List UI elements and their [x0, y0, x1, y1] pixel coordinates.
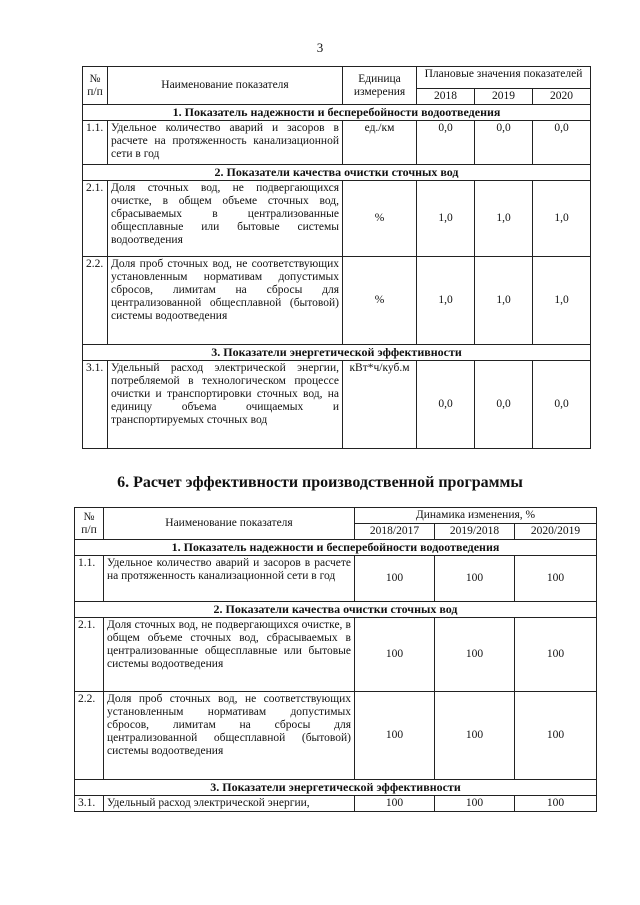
section-title: 2. Показатели качества очистки сточных вод	[83, 165, 591, 181]
row-name: Доля проб сточных вод, не соответствующих установленным нормативам допустимых сбросов, лимитам на сбросы для централизованной общесплавной (бытовой) системы водоотведения	[108, 257, 343, 345]
row-value: 100	[435, 556, 515, 602]
header-dynamics: Динамика изменения, %	[355, 508, 597, 524]
row-value: 100	[435, 692, 515, 780]
row-num: 2.2.	[75, 692, 104, 780]
header-period: 2018/2017	[355, 524, 435, 540]
row-num: 2.1.	[75, 618, 104, 692]
row-value: 0,0	[533, 361, 591, 449]
row-value: 1,0	[475, 257, 533, 345]
row-value: 100	[515, 618, 597, 692]
row-value: 1,0	[475, 181, 533, 257]
section-title: 3. Показатели энергетической эффективности	[75, 780, 597, 796]
row-num: 3.1.	[83, 361, 108, 449]
section-heading: 6. Расчет эффективности производственной программы	[117, 474, 523, 491]
row-num: 2.1.	[83, 181, 108, 257]
row-name: Удельное количество аварий и засоров в расчете на протяженность канализационной сети в год	[108, 121, 343, 165]
row-value: 1,0	[533, 257, 591, 345]
header-period: 2020/2019	[515, 524, 597, 540]
section-title: 3. Показатели энергетической эффективности	[83, 345, 591, 361]
row-value: 100	[355, 618, 435, 692]
page-number: 3	[316, 40, 324, 55]
row-num: 1.1.	[75, 556, 104, 602]
row-value: 100	[515, 796, 597, 812]
row-num: 2.2.	[83, 257, 108, 345]
section-title: 1. Показатель надежности и бесперебойности водоотведения	[83, 105, 591, 121]
planned-values-table	[82, 66, 591, 449]
row-unit: кВт*ч/куб.м	[343, 361, 417, 449]
row-value: 100	[435, 618, 515, 692]
header-year: 2020	[533, 89, 591, 105]
header-name: Наименование показателя	[108, 67, 343, 105]
row-value: 1,0	[417, 257, 475, 345]
row-unit: ед./км	[343, 121, 417, 165]
row-unit: %	[343, 181, 417, 257]
row-value: 0,0	[533, 121, 591, 165]
row-value: 0,0	[417, 121, 475, 165]
row-value: 100	[515, 692, 597, 780]
row-name: Удельное количество аварий и засоров в расчете на протяженность канализационной сети в год	[104, 556, 355, 602]
header-year: 2019	[475, 89, 533, 105]
row-unit: %	[343, 257, 417, 345]
row-value: 0,0	[475, 121, 533, 165]
efficiency-table	[74, 507, 597, 812]
row-value: 100	[355, 556, 435, 602]
row-value: 0,0	[417, 361, 475, 449]
row-value: 100	[435, 796, 515, 812]
header-period: 2019/2018	[435, 524, 515, 540]
row-num: 3.1.	[75, 796, 104, 812]
row-value: 0,0	[475, 361, 533, 449]
row-name: Доля сточных вод, не подвергающихся очистке, в общем объеме сточных вод, сбрасываемых в централизованные общесплавные или бытовые системы водоотведения	[104, 618, 355, 692]
row-name: Удельный расход электрической энергии,	[104, 796, 355, 812]
row-name: Доля сточных вод, не подвергающихся очистке, в общем объеме сточных вод, сбрасываемых в централизованные общесплавные или бытовые системы водоотведения	[108, 181, 343, 257]
row-value: 1,0	[417, 181, 475, 257]
row-value: 100	[355, 796, 435, 812]
row-value: 100	[515, 556, 597, 602]
row-value: 1,0	[533, 181, 591, 257]
row-name: Удельный расход электрической энергии, потребляемой в технологическом процессе очистки и транспортировки сточных вод, на единицу объема очищаемых и транспортируемых сточных вод	[108, 361, 343, 449]
header-year: 2018	[417, 89, 475, 105]
header-num: № п/п	[83, 67, 108, 105]
row-num: 1.1.	[83, 121, 108, 165]
header-unit: Единица измерения	[343, 67, 417, 105]
header-name: Наименование показателя	[104, 508, 355, 540]
section-title: 1. Показатель надежности и бесперебойности водоотведения	[75, 540, 597, 556]
header-num: № п/п	[75, 508, 104, 540]
row-value: 100	[355, 692, 435, 780]
header-plan: Плановые значения показателей	[417, 67, 591, 89]
row-name: Доля проб сточных вод, не соответствующих установленным нормативам допустимых сбросов, лимитам на сбросы для централизованной общесплавной (бытовой) системы водоотведения	[104, 692, 355, 780]
section-title: 2. Показатели качества очистки сточных вод	[75, 602, 597, 618]
